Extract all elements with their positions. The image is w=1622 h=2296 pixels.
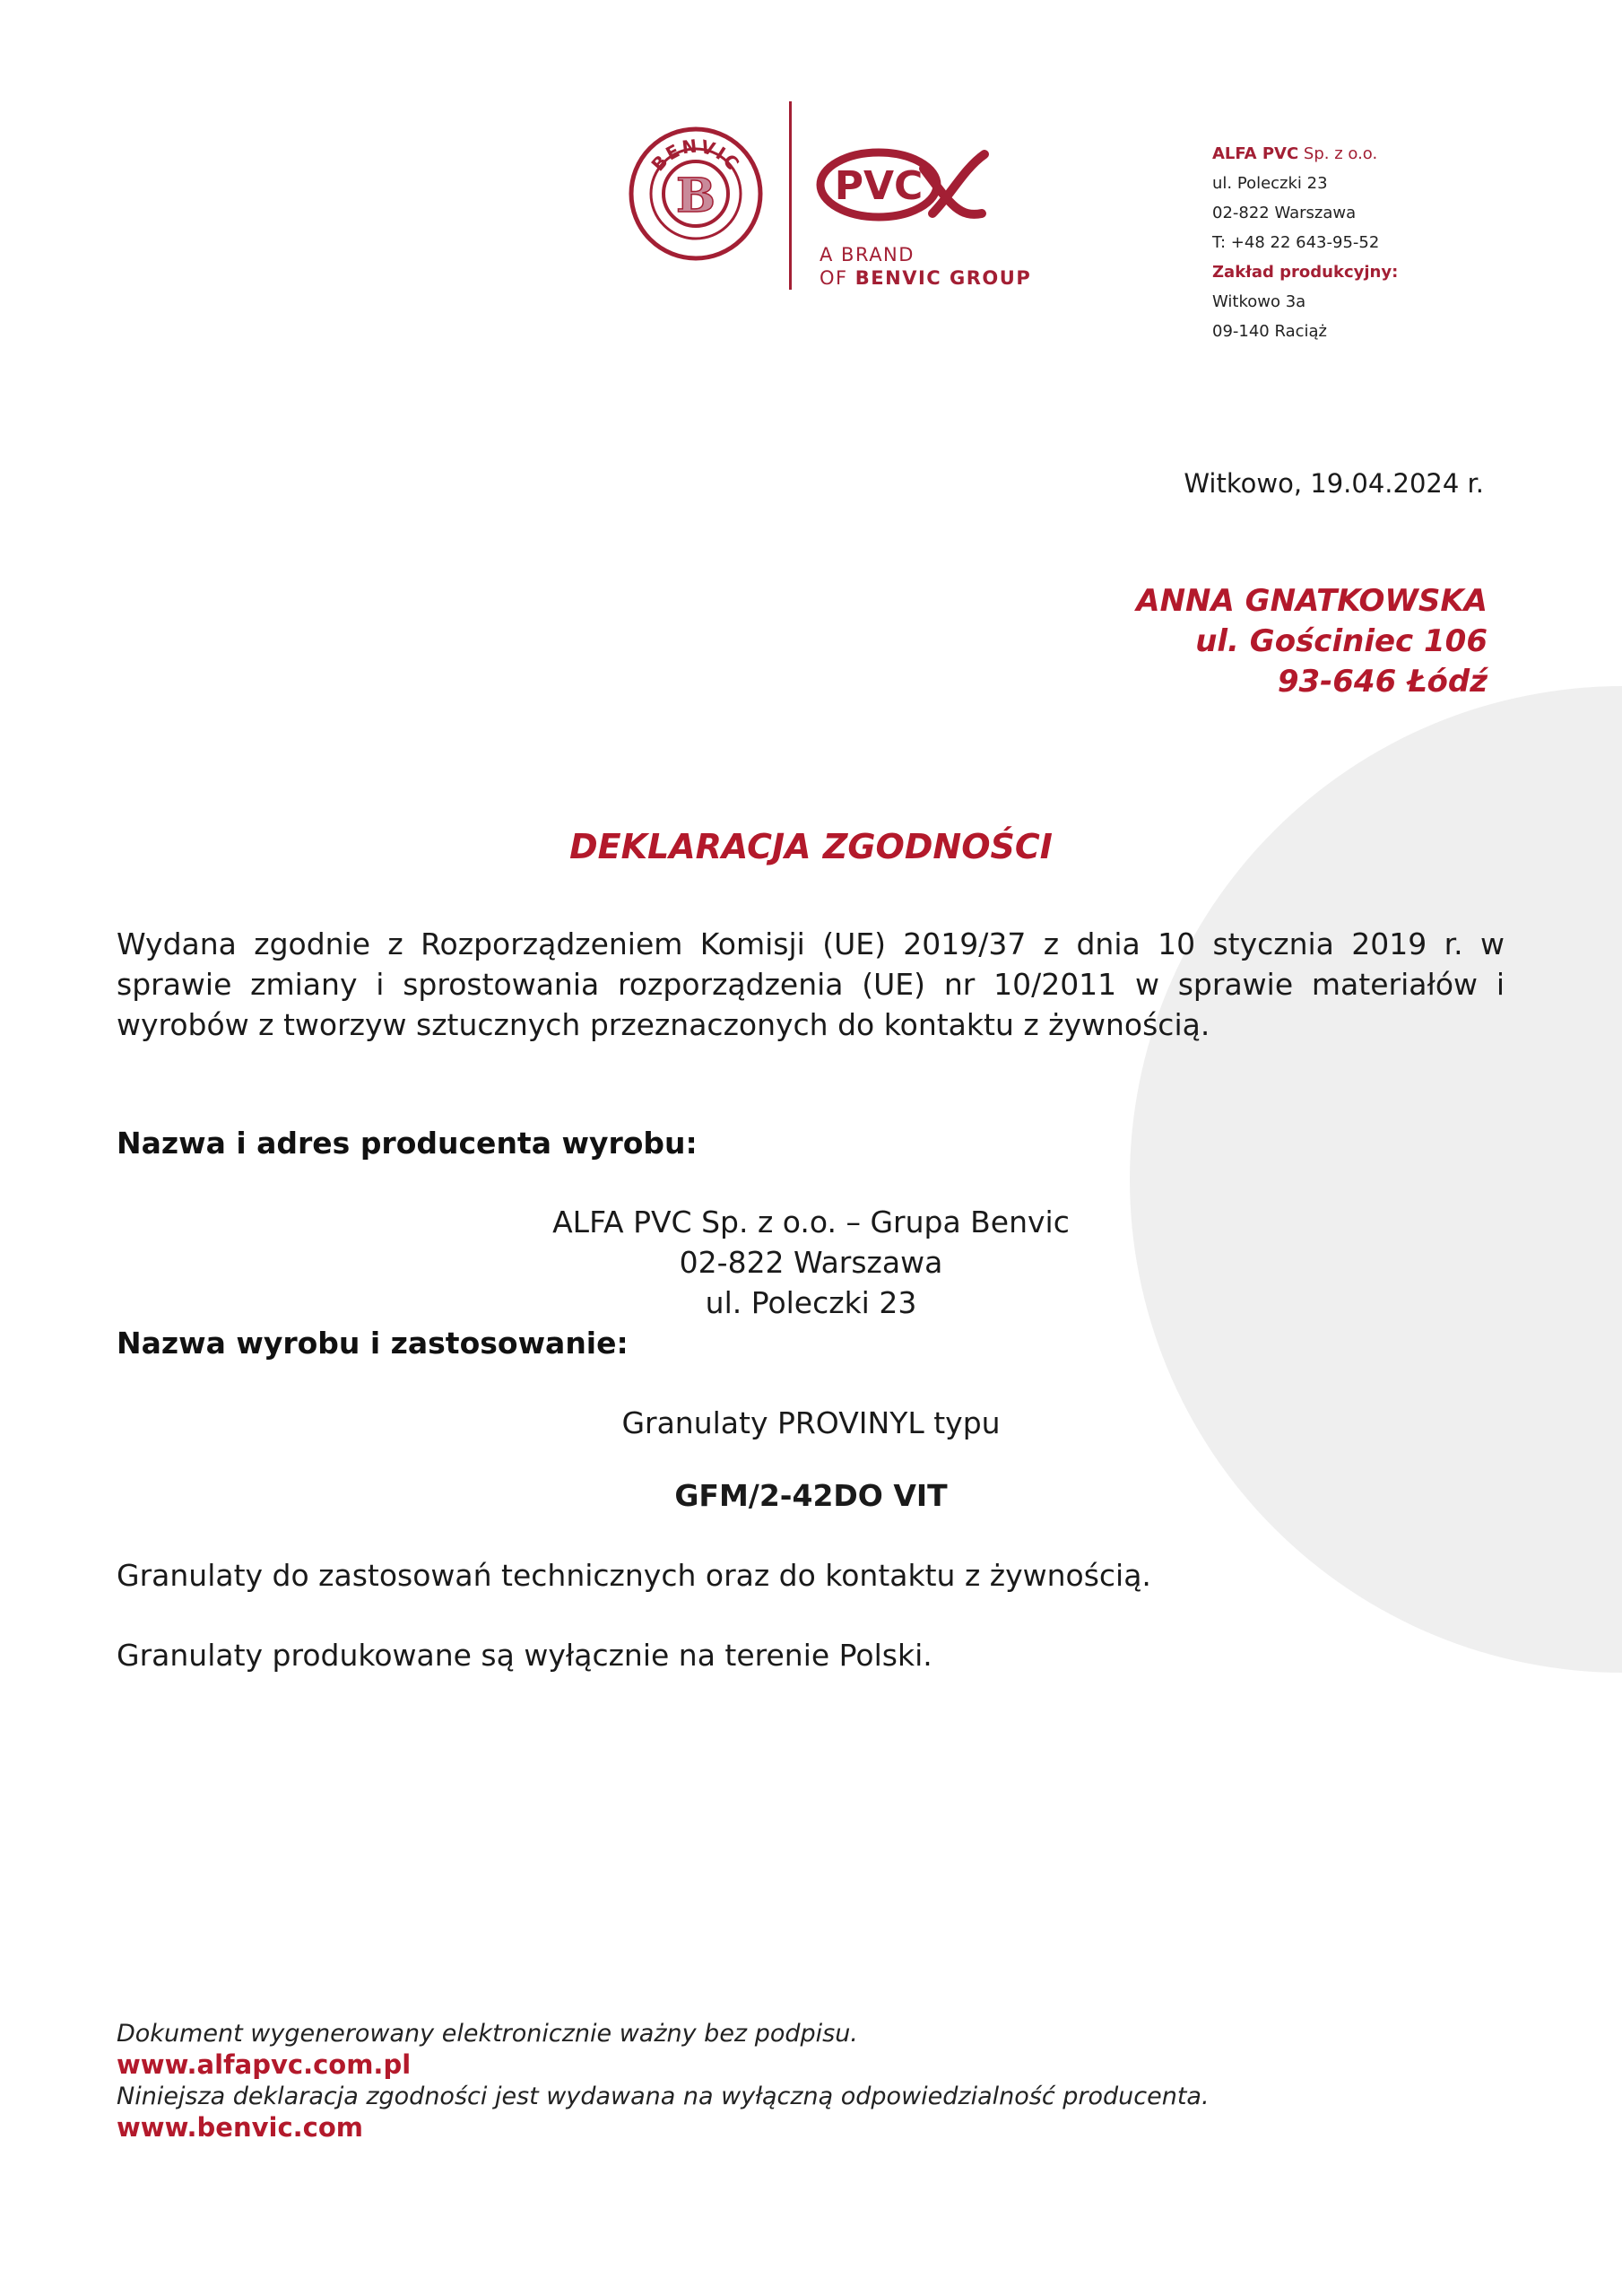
footer-link-alfapvc[interactable]: www.alfapvc.com.pl [117, 2049, 412, 2080]
document-date: Witkowo, 19.04.2024 r. [1184, 468, 1484, 499]
producer-line-1: ALFA PVC Sp. z o.o. – Grupa Benvic [552, 1205, 1070, 1239]
footer-link-benvic[interactable]: www.benvic.com [117, 2112, 363, 2143]
plant-city: 09-140 Raciąż [1212, 322, 1327, 341]
brand-line-2-group: BENVIC GROUP [854, 267, 1032, 289]
pvc-logo-text: PVC [834, 163, 924, 209]
benvic-logo-letter: B [676, 169, 716, 223]
company-city: 02-822 Warszawa [1212, 204, 1357, 222]
product-heading: Nazwa wyrobu i zastosowanie: [117, 1326, 629, 1361]
product-type: Granulaty PROVINYL typu [621, 1405, 1001, 1440]
document-title: DEKLARACJA ZGODNOŚCI [569, 827, 1053, 866]
recipient-street: ul. Gościniec 106 [1195, 623, 1488, 659]
origin-paragraph: Granulaty produkowane są wyłącznie na terenie Polski. [117, 1638, 932, 1673]
logo-divider [789, 101, 792, 290]
recipient-city: 93-646 Łódź [1277, 664, 1488, 700]
company-info [1212, 139, 1398, 346]
plant-label: Zakład produkcyjny: [1212, 263, 1399, 282]
footer-disclaimer: Niniejsza deklaracja zgodności jest wydawana na wyłączną odpowiedzialność producenta. [117, 2083, 1210, 2110]
producer-line-2: 02-822 Warszawa [679, 1245, 943, 1280]
company-street: ul. Poleczki 23 [1212, 174, 1328, 193]
brand-line-1: A BRAND [820, 244, 915, 265]
intro-paragraph: Wydana zgodnie z Rozporządzeniem Komisji (UE) 2019/37 z dnia 10 stycznia 2019 r. w sprawie zmiany i sprostowania rozporządzenia (UE) nr 10/2011 w sprawie materiałów i wyrobów z tworzyw sztucznych przeznaczonych do kontaktu z żywnością. [117, 926, 1505, 1042]
benvic-logo [628, 126, 764, 262]
brand-line-2 [820, 267, 1031, 289]
producer-heading: Nazwa i adres producenta wyrobu: [117, 1126, 698, 1161]
plant-street: Witkowo 3a [1212, 292, 1306, 311]
company-name: ALFA PVC [1212, 144, 1299, 163]
producer-line-3: ul. Poleczki 23 [705, 1285, 917, 1320]
footer-note: Dokument wygenerowany elektronicznie ważny bez podpisu. [117, 2020, 858, 2048]
header-logo [628, 97, 1049, 303]
brand-line-2-prefix: OF [820, 267, 848, 289]
product-code: GFM/2-42DO VIT [674, 1478, 948, 1513]
footer [117, 2018, 1210, 2144]
usage-paragraph: Granulaty do zastosowań technicznych oraz do kontaktu z żywnością. [117, 1558, 1151, 1593]
pvc-alfa-logo [816, 142, 995, 231]
recipient-name: ANNA GNATKOWSKA [1136, 583, 1488, 619]
company-phone: T: +48 22 643-95-52 [1212, 233, 1380, 252]
company-name-suffix: Sp. z o.o. [1303, 144, 1378, 163]
benvic-logo-text: BENVIC [646, 135, 745, 176]
recipient-address [1136, 581, 1488, 702]
producer-address [0, 1202, 1622, 1323]
company-name-line [1212, 139, 1398, 169]
